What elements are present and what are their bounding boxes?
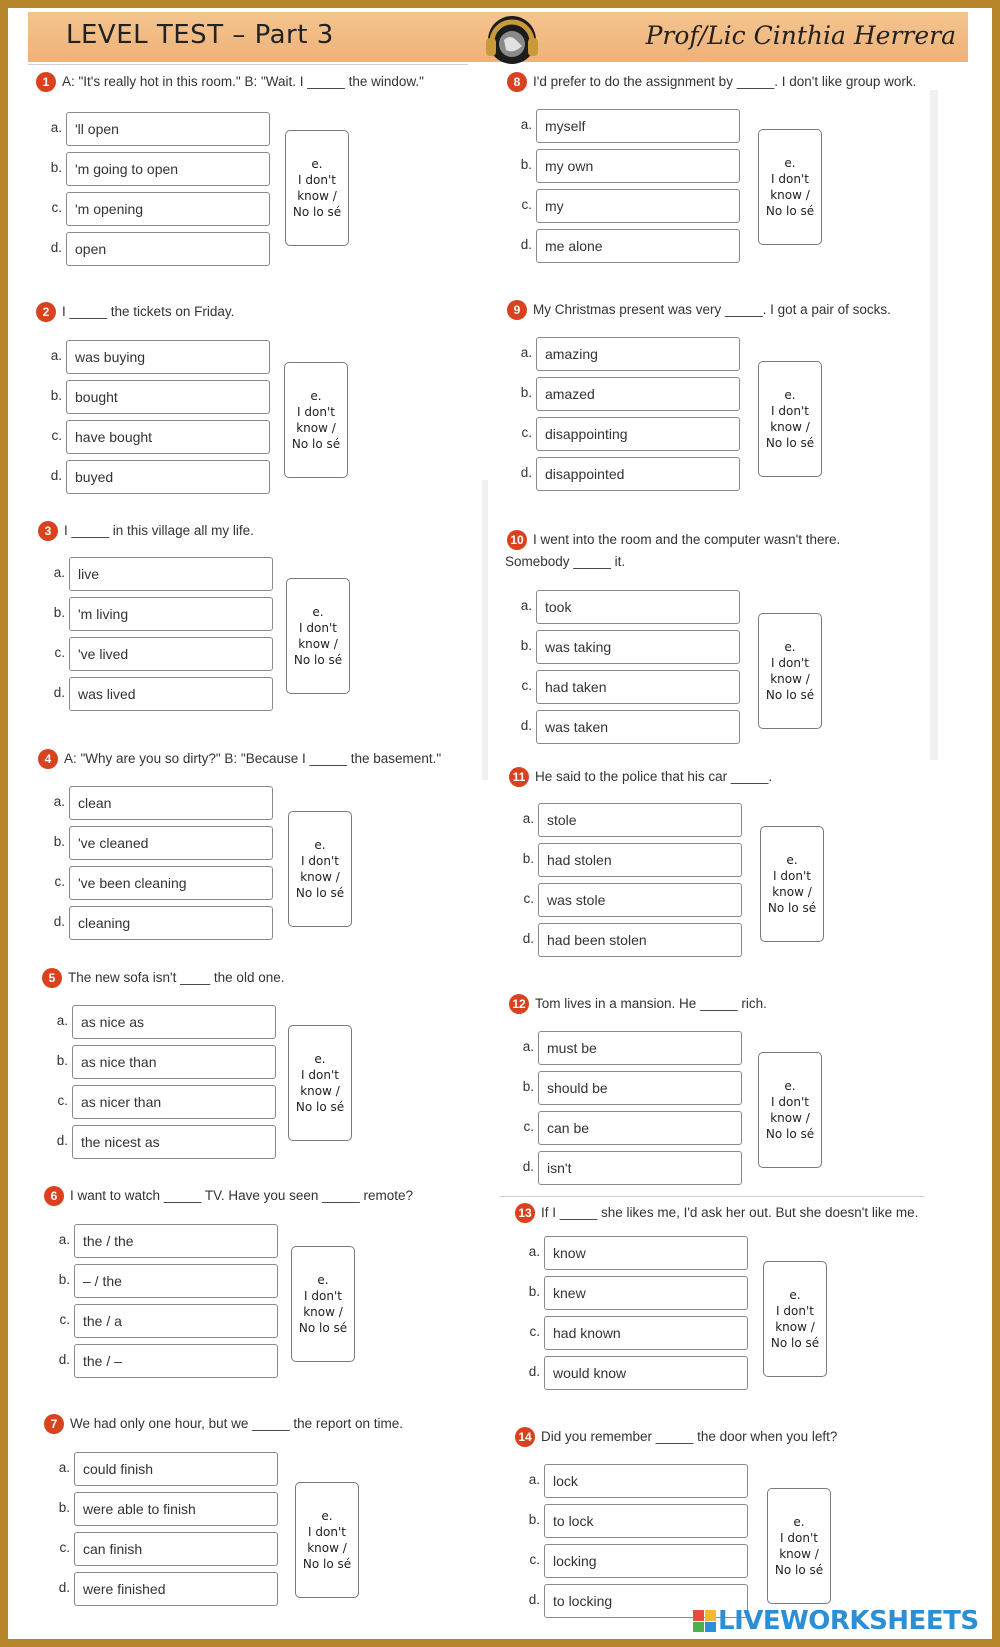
option-letter: d. [53,914,65,929]
answer-option-c[interactable]: 've lived [69,637,273,671]
question-stem: If I _____ she likes me, I'd ask her out. But she doesn't like me. [541,1205,919,1220]
option-letter: b. [50,160,62,175]
answer-option-d[interactable]: disappointed [536,457,740,491]
answer-option-c[interactable]: had taken [536,670,740,704]
option-letter: b. [56,1053,68,1068]
answer-option-c[interactable]: as nicer than [72,1085,276,1119]
option-letter: c. [51,428,62,443]
option-letter: d. [522,931,534,946]
option-letter: d. [58,1352,70,1367]
option-letter: b. [522,1079,534,1094]
option-letter: d. [520,237,532,252]
option-letter: b. [58,1500,70,1515]
question-stem: I went into the room and the computer wasn't there. [533,532,841,547]
answer-option-e-dont-know[interactable]: e. I don't know / No lo sé [288,811,352,927]
question-stem: My Christmas present was very _____. I got a pair of socks. [533,302,891,317]
answer-option-c[interactable]: was stole [538,883,742,917]
answer-option-d[interactable]: was lived [69,677,273,711]
option-letter: c. [529,1324,540,1339]
answer-option-b[interactable]: 've cleaned [69,826,273,860]
answer-option-d[interactable]: cleaning [69,906,273,940]
answer-option-e-dont-know[interactable]: e. I don't know / No lo sé [286,578,350,694]
answer-option-c[interactable]: had known [544,1316,748,1350]
option-letter: d. [50,240,62,255]
answer-option-a[interactable]: was buying [66,340,270,374]
author-name: Prof/Lic Cinthia Herrera [645,21,956,50]
question-stem: Did you remember _____ the door when you left? [541,1429,838,1444]
option-letter: a. [58,1232,70,1247]
option-letter: b. [520,385,532,400]
answer-option-c[interactable]: the / a [74,1304,278,1338]
option-letter: d. [520,718,532,733]
option-letter: d. [528,1364,540,1379]
option-letter: a. [50,120,62,135]
answer-option-a[interactable]: clean [69,786,273,820]
answer-option-b[interactable]: to lock [544,1504,748,1538]
answer-option-c[interactable]: 'm opening [66,192,270,226]
answer-option-a[interactable]: the / the [74,1224,278,1258]
question-number: 11 [509,767,529,787]
answer-option-b[interactable]: as nice than [72,1045,276,1079]
option-letter: b. [53,605,65,620]
answer-option-b[interactable]: were able to finish [74,1492,278,1526]
answer-option-a[interactable]: 'll open [66,112,270,146]
brand-wordmark: LIVEWORKSHEETS [718,1606,979,1636]
question-number: 2 [36,302,56,322]
option-letter: c. [51,200,62,215]
answer-option-e-dont-know[interactable]: e. I don't know / No lo sé [758,129,822,245]
option-letter: d. [56,1133,68,1148]
answer-option-e-dont-know[interactable]: e. I don't know / No lo sé [767,1488,831,1604]
answer-option-b[interactable]: should be [538,1071,742,1105]
answer-option-d[interactable]: the nicest as [72,1125,276,1159]
answer-option-d[interactable]: buyed [66,460,270,494]
option-letter: a. [522,1039,534,1054]
answer-option-d[interactable]: were finished [74,1572,278,1606]
answer-option-b[interactable]: was taking [536,630,740,664]
answer-option-a[interactable]: took [536,590,740,624]
answer-option-d[interactable]: to locking [544,1584,748,1618]
answer-option-d[interactable]: would know [544,1356,748,1390]
question-stem: We had only one hour, but we _____ the report on time. [70,1416,403,1431]
question-number: 5 [42,968,62,988]
option-letter: a. [58,1460,70,1475]
option-letter: b. [520,157,532,172]
option-letter: b. [528,1512,540,1527]
divider-line [28,64,468,65]
answer-option-e-dont-know[interactable]: e. I don't know / No lo sé [291,1246,355,1362]
question-stem-line-2: Somebody _____ it. [505,554,626,569]
option-letter: a. [528,1244,540,1259]
option-letter: b. [58,1272,70,1287]
answer-option-a[interactable]: could finish [74,1452,278,1486]
answer-option-e-dont-know[interactable]: e. I don't know / No lo sé [758,361,822,477]
page-title: LEVEL TEST – Part 3 [66,20,334,50]
option-letter: d. [528,1592,540,1607]
answer-option-d[interactable]: was taken [536,710,740,744]
question-number: 12 [509,994,529,1014]
option-letter: a. [56,1013,68,1028]
question-number: 6 [44,1186,64,1206]
question-stem: The new sofa isn't ____ the old one. [68,970,285,985]
answer-option-b[interactable]: knew [544,1276,748,1310]
answer-option-a[interactable]: know [544,1236,748,1270]
option-letter: a. [520,117,532,132]
option-letter: c. [54,874,65,889]
answer-option-d[interactable]: had been stolen [538,923,742,957]
option-letter: c. [59,1312,70,1327]
question-stem: A: "Why are you so dirty?" B: "Because I _____ the basement." [64,751,442,766]
answer-option-e-dont-know[interactable]: e. I don't know / No lo sé [758,613,822,729]
option-letter: c. [523,891,534,906]
column-shade [482,480,488,780]
question-number: 14 [515,1427,535,1447]
answer-option-b[interactable]: 'm going to open [66,152,270,186]
question-number: 9 [507,300,527,320]
option-letter: a. [50,348,62,363]
divider-line [500,1196,924,1197]
answer-option-a[interactable]: must be [538,1031,742,1065]
option-letter: c. [521,425,532,440]
answer-option-b[interactable]: amazed [536,377,740,411]
option-letter: b. [522,851,534,866]
question-stem: I want to watch _____ TV. Have you seen _____ remote? [70,1188,413,1203]
question-number: 1 [36,72,56,92]
answer-option-e-dont-know[interactable]: e. I don't know / No lo sé [295,1482,359,1598]
answer-option-d[interactable]: isn't [538,1151,742,1185]
question-stem: Tom lives in a mansion. He _____ rich. [535,996,767,1011]
answer-option-c[interactable]: can be [538,1111,742,1145]
option-letter: b. [520,638,532,653]
answer-option-c[interactable]: 've been cleaning [69,866,273,900]
answer-option-a[interactable]: amazing [536,337,740,371]
option-letter: c. [521,197,532,212]
option-letter: c. [523,1119,534,1134]
answer-option-a[interactable]: as nice as [72,1005,276,1039]
question-stem: I _____ in this village all my life. [64,523,254,538]
answer-option-e-dont-know[interactable]: e. I don't know / No lo sé [758,1052,822,1168]
option-letter: d. [520,465,532,480]
headphones-globe-icon [480,10,544,66]
question-stem: A: "It's really hot in this room." B: "Wait. I _____ the window." [62,74,424,89]
option-letter: d. [522,1159,534,1174]
option-letter: a. [53,565,65,580]
question-number: 7 [44,1414,64,1434]
answer-option-e-dont-know[interactable]: e. I don't know / No lo sé [288,1025,352,1141]
question-number: 13 [515,1203,535,1223]
answer-option-d[interactable]: me alone [536,229,740,263]
answer-option-c[interactable]: have bought [66,420,270,454]
question-number: 10 [507,530,527,550]
option-letter: b. [50,388,62,403]
option-letter: c. [529,1552,540,1567]
question-stem: I'd prefer to do the assignment by _____. I don't like group work. [533,74,917,89]
answer-option-a[interactable]: live [69,557,273,591]
answer-option-c[interactable]: can finish [74,1532,278,1566]
answer-option-a[interactable]: stole [538,803,742,837]
answer-option-c[interactable]: locking [544,1544,748,1578]
liveworksheets-brand[interactable] [693,1606,979,1636]
answer-option-b[interactable]: – / the [74,1264,278,1298]
option-letter: d. [58,1580,70,1595]
answer-option-c[interactable]: my [536,189,740,223]
option-letter: b. [528,1284,540,1299]
option-letter: a. [522,811,534,826]
question-stem: I _____ the tickets on Friday. [62,304,235,319]
option-letter: c. [521,678,532,693]
option-letter: a. [528,1472,540,1487]
question-number: 4 [38,749,58,769]
question-stem: He said to the police that his car _____. [535,769,773,784]
answer-option-b[interactable]: my own [536,149,740,183]
option-letter: c. [59,1540,70,1555]
column-shade [930,90,938,760]
answer-option-a[interactable]: myself [536,109,740,143]
option-letter: d. [50,468,62,483]
answer-option-c[interactable]: disappointing [536,417,740,451]
answer-option-d[interactable]: the / – [74,1344,278,1378]
answer-option-b[interactable]: had stolen [538,843,742,877]
option-letter: d. [53,685,65,700]
answer-option-b[interactable]: bought [66,380,270,414]
option-letter: b. [53,834,65,849]
question-number: 3 [38,521,58,541]
answer-option-a[interactable]: lock [544,1464,748,1498]
liveworksheets-logo-icon [693,1610,715,1632]
answer-option-e-dont-know[interactable]: e. I don't know / No lo sé [285,130,349,246]
option-letter: a. [520,345,532,360]
option-letter: c. [54,645,65,660]
question-number: 8 [507,72,527,92]
answer-option-e-dont-know[interactable]: e. I don't know / No lo sé [760,826,824,942]
answer-option-e-dont-know[interactable]: e. I don't know / No lo sé [284,362,348,478]
answer-option-b[interactable]: 'm living [69,597,273,631]
answer-option-d[interactable]: open [66,232,270,266]
answer-option-e-dont-know[interactable]: e. I don't know / No lo sé [763,1261,827,1377]
option-letter: c. [57,1093,68,1108]
option-letter: a. [53,794,65,809]
option-letter: a. [520,598,532,613]
